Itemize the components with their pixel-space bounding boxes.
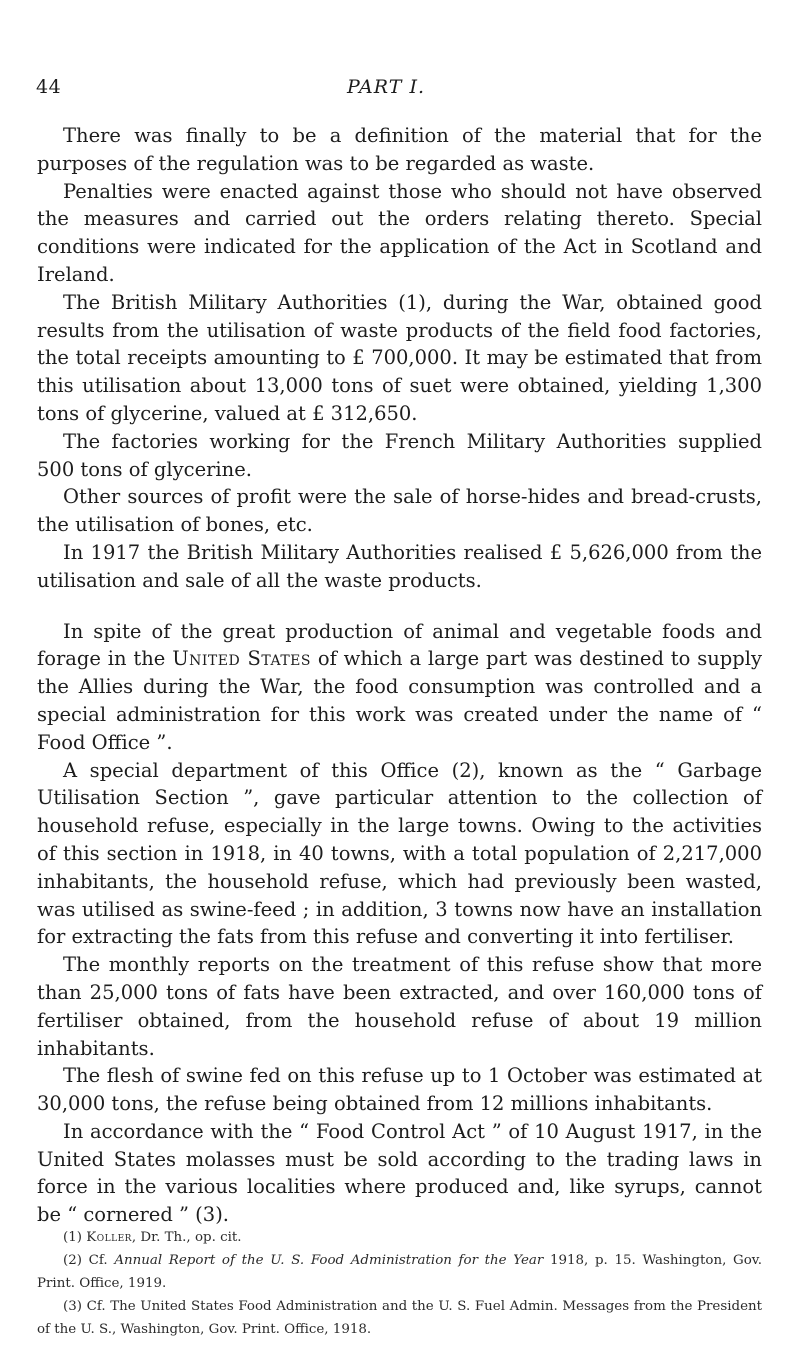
paragraph: The monthly reports on the treatment of this refuse show that more than 25,000 tons of fats have been extracted, and over 160,000 tons of fertiliser obtained, from the household refuse of about 19 million inhabitants. xyxy=(37,953,762,1060)
page-number: 44 xyxy=(36,76,62,98)
paragraph: In 1917 the British Military Authorities realised £ 5,626,000 from the utilisation and sale of all the waste products. xyxy=(37,540,762,592)
paragraph: The factories working for the French Military Authorities supplied 500 tons of glycerine. xyxy=(37,429,762,481)
paragraph: Penalties were enacted against those who should not have observed the measures and carried out the orders relating thereto. Special conditions were indicated for the application of the Act in Scotland and Ireland. xyxy=(37,179,762,286)
footnote-author: Koller xyxy=(86,1230,132,1245)
country-name: United States xyxy=(172,647,311,671)
paragraph-united-states xyxy=(37,618,762,757)
paragraph: A special department of this Office (2), known as the “ Garbage Utilisation Section ”, gave particular attention to the collection of household refuse, especially in the large towns. Owing to the activities of this section in 1918, in 40 towns, with a total population of 2,217,000 inhabitants, the household refuse, which had previously been wasted, was utilised as swine-feed ; in addition, 3 towns now have an installation for extracting the fats from this refuse and converting it into fertiliser. xyxy=(37,758,762,949)
running-head: PART I. xyxy=(347,76,425,98)
paragraph: The flesh of swine fed on this refuse up to 1 October was estimated at 30,000 tons, the refuse being obtained from 12 millions inhabitants. xyxy=(37,1064,762,1116)
paragraph: Other sources of profit were the sale of horse-hides and bread-crusts, the utilisation of bones, etc. xyxy=(37,485,762,537)
paragraph-text: In spite of the great production of animal and vegetable foods and forage in the xyxy=(37,619,762,671)
paragraph-text: of which a large part was destined to supply the Allies during the War, the food consumption was controlled and a special administration for this work was created under the name of “ Food Office ”. xyxy=(37,647,762,754)
paragraph: The British Military Authorities (1), during the War, obtained good results from the utilisation of waste products of the field food factories, the total receipts amounting to £ 700,000. It may be estimated that from this utilisation about 13,000 tons of suet were obtained, yielding 1,300 tons of glycerine, valued at £ 312,650. xyxy=(37,290,762,425)
footnote-title: Annual Report of the U. S. Food Administration for the Year xyxy=(114,1253,544,1268)
footnote-3: (3) Cf. The United States Food Administration and the U. S. Fuel Admin. Messages from the President of the U. S., Washington, Gov. Print. Office, 1918. xyxy=(37,1299,762,1337)
paragraph: There was finally to be a definition of the material that for the purposes of the regulation was to be regarded as waste. xyxy=(37,124,762,175)
footnote-2: (2) Cf. Annual Report of the U. S. Food Administration for the Year 1918, p. 15. Washington, Gov. Print. Office, 1919. xyxy=(37,1253,762,1291)
paragraph: In accordance with the “ Food Control Act ” of 10 August 1917, in the United States molasses must be sold according to the trading laws in force in the various localities where produced and, like syrups, cannot be “ cornered ” (3). xyxy=(37,1119,762,1227)
footnote-1: (1) Koller, Dr. Th., op. cit. xyxy=(63,1230,242,1245)
page-header xyxy=(36,76,736,106)
footnotes xyxy=(37,1226,762,1341)
body-text xyxy=(37,122,762,1229)
